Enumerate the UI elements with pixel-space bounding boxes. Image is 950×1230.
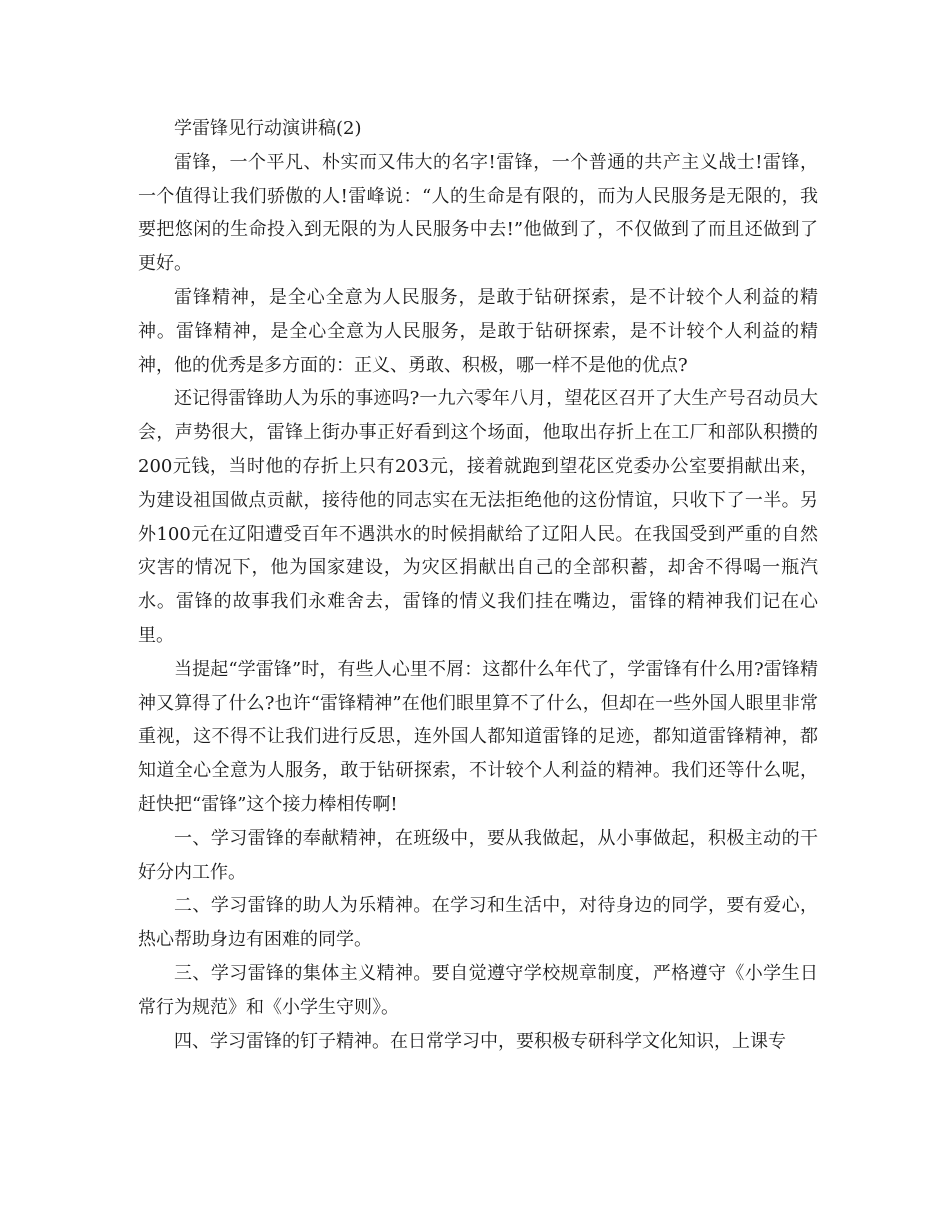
list-item-nail-spirit: 四、学习雷锋的钉子精神。在日常学习中，要积极专研科学文化知识，上课专 [174,1030,786,1052]
paragraph-reflection: 当提起“学雷锋”时，有些人心里不屑：这都什么年代了，学雷锋有什么用?雷锋精神又算得了什么?也许“雷锋精神”在他们眼里算不了什么，但却在一些外国人眼里非常重视，这不得不让我们进行反思，连外国人都知道雷锋的足迹，都知道雷锋精神，都知道全心全意为人服务，敢于钻研探索，不计较个人利益的精神。我们还等什么呢，赶快把“雷锋”这个接力棒相传啊! [138,658,818,815]
paragraph-spirit: 雷锋精神，是全心全意为人民服务，是敢于钻研探索，是不计较个人利益的精神。雷锋精神，是全心全意为人民服务，是敢于钻研探索，是不计较个人利益的精神，他的优秀是多方面的：正义、勇敢、积极，哪一样不是他的优点? [138,286,818,376]
list-item-devotion: 一、学习雷锋的奉献精神，在班级中，要从我做起，从小事做起，积极主动的干好分内工作。 [138,827,818,883]
list-item-collectivism: 三、学习雷锋的集体主义精神。要自觉遵守学校规章制度，严格遵守《小学生日常行为规范》和《小学生守则》。 [138,962,818,1018]
document-page [138,112,818,1058]
paragraph-story: 还记得雷锋助人为乐的事迹吗?一九六零年八月，望花区召开了大生产号召动员大会，声势很大，雷锋上街办事正好看到这个场面，他取出存折上在工厂和部队积攒的200元钱，当时他的存折上只有203元，接着就跑到望花区党委办公室要捐献出来，为建设祖国做点贡献，接待他的同志实在无法拒绝他的这份情谊，只收下了一半。另外100元在辽阳遭受百年不遇洪水的时候捐献给了辽阳人民。在我国受到严重的自然灾害的情况下，他为国家建设，为灾区捐献出自己的全部积蓄，却舍不得喝一瓶汽水。雷锋的故事我们永难舍去，雷锋的情义我们挂在嘴边，雷锋的精神我们记在心里。 [138,388,818,646]
list-item-helping: 二、学习雷锋的助人为乐精神。在学习和生活中，对待身边的同学，要有爱心，热心帮助身边有困难的同学。 [138,895,818,951]
paragraph-intro: 雷锋，一个平凡、朴实而又伟大的名字!雷锋，一个普通的共产主义战士!雷锋，一个值得让我们骄傲的人!雷峰说：“人的生命是有限的，而为人民服务是无限的，我要把悠闲的生命投入到无限的为人民服务中去!”他做到了，不仅做到了而且还做到了更好。 [138,151,818,275]
document-title: 学雷锋见行动演讲稿(2) [174,118,362,139]
